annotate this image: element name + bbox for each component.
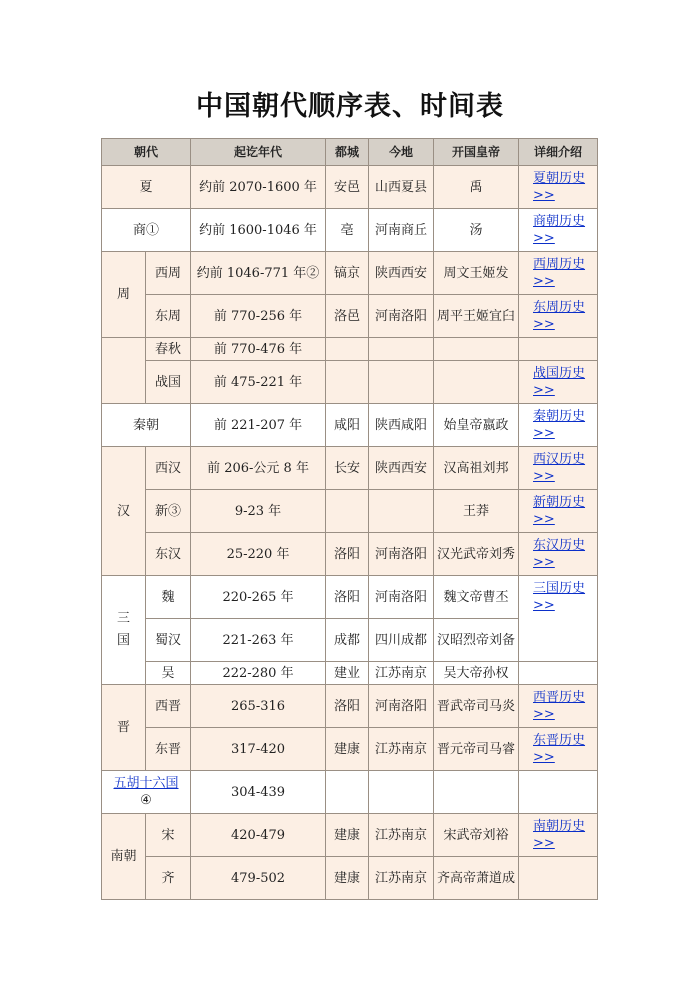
sub-dynasty-name: 东晋 [146, 728, 191, 771]
location-cell [369, 771, 434, 814]
years-cell: 25-220 年 [191, 533, 326, 576]
sub-dynasty-name: 西周 [146, 252, 191, 295]
table-row [102, 295, 598, 338]
years-cell: 317-420 [191, 728, 326, 771]
location-cell: 陕西西安 [369, 252, 434, 295]
details-cell [519, 533, 598, 576]
years-cell: 222-280 年 [191, 662, 326, 685]
empty-cell [102, 338, 146, 404]
details-link[interactable]: 东汉历史>> [533, 538, 586, 570]
header-founder: 开国皇帝 [434, 139, 519, 166]
location-cell: 河南商丘 [369, 209, 434, 252]
capital-cell: 建康 [326, 857, 369, 900]
location-cell: 河南洛阳 [369, 576, 434, 619]
dynasty-group-name [102, 576, 146, 685]
capital-cell: 长安 [326, 447, 369, 490]
location-cell: 江苏南京 [369, 814, 434, 857]
capital-cell: 洛阳 [326, 576, 369, 619]
capital-cell: 安邑 [326, 166, 369, 209]
table-header-row [102, 139, 598, 166]
details-cell [519, 295, 598, 338]
table-row [102, 728, 598, 771]
details-cell [519, 814, 598, 857]
details-link[interactable]: 西周历史>> [533, 257, 586, 289]
years-cell: 9-23 年 [191, 490, 326, 533]
details-link[interactable]: 三国历史>> [533, 581, 586, 613]
table-row [102, 685, 598, 728]
details-link[interactable]: 西汉历史>> [533, 452, 586, 484]
header-years: 起讫年代 [191, 139, 326, 166]
sub-dynasty-name: 齐 [146, 857, 191, 900]
years-cell: 约前 1046-771 年② [191, 252, 326, 295]
sub-dynasty-name: 吴 [146, 662, 191, 685]
location-cell: 江苏南京 [369, 857, 434, 900]
details-cell [519, 209, 598, 252]
header-capital: 都城 [326, 139, 369, 166]
capital-cell [326, 771, 369, 814]
details-cell [519, 576, 598, 662]
years-cell: 304-439 [191, 771, 326, 814]
capital-cell: 建康 [326, 728, 369, 771]
dynasty-group-name: 南朝 [102, 814, 146, 900]
sub-dynasty-name: 战国 [146, 361, 191, 404]
table-row [102, 209, 598, 252]
details-cell [519, 662, 598, 685]
sub-dynasty-name: 东周 [146, 295, 191, 338]
founder-cell: 禹 [434, 166, 519, 209]
capital-cell [326, 361, 369, 404]
table-row [102, 252, 598, 295]
details-cell [519, 252, 598, 295]
sub-dynasty-name: 西汉 [146, 447, 191, 490]
location-cell: 江苏南京 [369, 728, 434, 771]
years-cell: 前 770-476 年 [191, 338, 326, 361]
details-cell [519, 361, 598, 404]
details-cell [519, 685, 598, 728]
years-cell: 前 770-256 年 [191, 295, 326, 338]
header-details: 详细介绍 [519, 139, 598, 166]
founder-cell: 晋元帝司马睿 [434, 728, 519, 771]
location-cell: 河南洛阳 [369, 685, 434, 728]
location-cell: 山西夏县 [369, 166, 434, 209]
details-link[interactable]: 西晋历史>> [533, 690, 586, 722]
sub-dynasty-name: 新③ [146, 490, 191, 533]
details-cell [519, 166, 598, 209]
table-row [102, 662, 598, 685]
capital-cell: 咸阳 [326, 404, 369, 447]
founder-cell: 王莽 [434, 490, 519, 533]
location-cell: 四川成都 [369, 619, 434, 662]
founder-cell: 汤 [434, 209, 519, 252]
capital-cell: 建康 [326, 814, 369, 857]
location-cell: 江苏南京 [369, 662, 434, 685]
header-dynasty: 朝代 [102, 139, 191, 166]
founder-cell [434, 361, 519, 404]
details-link[interactable]: 新朝历史>> [533, 495, 586, 527]
founder-cell [434, 771, 519, 814]
details-cell [519, 447, 598, 490]
founder-cell: 汉光武帝刘秀 [434, 533, 519, 576]
sub-dynasty-name: 东汉 [146, 533, 191, 576]
sub-dynasty-name: 春秋 [146, 338, 191, 361]
dynasty-name: 商① [102, 209, 191, 252]
details-link[interactable]: 东晋历史>> [533, 733, 586, 765]
founder-cell: 魏文帝曹丕 [434, 576, 519, 619]
page-title: 中国朝代顺序表、时间表 [196, 91, 504, 122]
capital-cell [326, 490, 369, 533]
footnote-marker: ④ [140, 793, 152, 808]
capital-cell: 镐京 [326, 252, 369, 295]
years-cell: 221-263 年 [191, 619, 326, 662]
founder-cell: 吴大帝孙权 [434, 662, 519, 685]
founder-cell: 汉高祖刘邦 [434, 447, 519, 490]
capital-cell: 建业 [326, 662, 369, 685]
founder-cell: 始皇帝嬴政 [434, 404, 519, 447]
years-cell: 220-265 年 [191, 576, 326, 619]
location-cell: 河南洛阳 [369, 295, 434, 338]
years-cell: 265-316 [191, 685, 326, 728]
details-link[interactable]: 东周历史>> [533, 300, 586, 332]
sub-dynasty-name: 蜀汉 [146, 619, 191, 662]
location-cell [369, 490, 434, 533]
sub-dynasty-name: 西晋 [146, 685, 191, 728]
group-name-vertical: 三国 [116, 611, 130, 648]
dynasty-name-link[interactable]: 五胡十六国 [113, 776, 179, 791]
table-row [102, 338, 598, 361]
years-cell: 约前 2070-1600 年 [191, 166, 326, 209]
dynasty-name: 秦朝 [102, 404, 191, 447]
details-cell [519, 404, 598, 447]
years-cell: 前 221-207 年 [191, 404, 326, 447]
location-cell: 陕西咸阳 [369, 404, 434, 447]
details-link[interactable]: 战国历史>> [533, 366, 586, 398]
founder-cell: 周平王姬宜臼 [434, 295, 519, 338]
table-row [102, 771, 598, 814]
header-present-location: 今地 [369, 139, 434, 166]
table-row [102, 447, 598, 490]
founder-cell: 汉昭烈帝刘备 [434, 619, 519, 662]
years-cell: 前 206-公元 8 年 [191, 447, 326, 490]
years-cell: 约前 1600-1046 年 [191, 209, 326, 252]
details-link[interactable]: 南朝历史>> [533, 819, 586, 851]
details-cell [519, 490, 598, 533]
capital-cell: 洛阳 [326, 533, 369, 576]
table-row [102, 361, 598, 404]
table-row [102, 166, 598, 209]
table-row [102, 533, 598, 576]
sub-dynasty-name: 宋 [146, 814, 191, 857]
capital-cell: 洛邑 [326, 295, 369, 338]
details-link[interactable]: 夏朝历史>> [533, 171, 586, 203]
founder-cell [434, 338, 519, 361]
years-cell: 479-502 [191, 857, 326, 900]
founder-cell: 周文王姬发 [434, 252, 519, 295]
founder-cell: 宋武帝刘裕 [434, 814, 519, 857]
table-row [102, 576, 598, 619]
location-cell: 河南洛阳 [369, 533, 434, 576]
dynasty-table [101, 138, 598, 900]
sub-dynasty-name: 魏 [146, 576, 191, 619]
details-link[interactable]: 秦朝历史>> [533, 409, 586, 441]
details-cell [519, 728, 598, 771]
location-cell [369, 361, 434, 404]
details-cell [519, 771, 598, 814]
years-cell: 前 475-221 年 [191, 361, 326, 404]
capital-cell: 洛阳 [326, 685, 369, 728]
table-row [102, 857, 598, 900]
details-link[interactable]: 商朝历史>> [533, 214, 586, 246]
details-cell [519, 857, 598, 900]
dynasty-name: 夏 [102, 166, 191, 209]
founder-cell: 晋武帝司马炎 [434, 685, 519, 728]
dynasty-group-name: 汉 [102, 447, 146, 576]
years-cell: 420-479 [191, 814, 326, 857]
table-row [102, 490, 598, 533]
capital-cell: 成都 [326, 619, 369, 662]
details-cell [519, 338, 598, 361]
table-row [102, 404, 598, 447]
founder-cell: 齐高帝萧道成 [434, 857, 519, 900]
dynasty-group-name: 周 [102, 252, 146, 338]
dynasty-group-name: 晋 [102, 685, 146, 771]
table-row [102, 814, 598, 857]
dynasty-name [102, 771, 191, 814]
location-cell: 陕西西安 [369, 447, 434, 490]
location-cell [369, 338, 434, 361]
capital-cell [326, 338, 369, 361]
capital-cell: 亳 [326, 209, 369, 252]
